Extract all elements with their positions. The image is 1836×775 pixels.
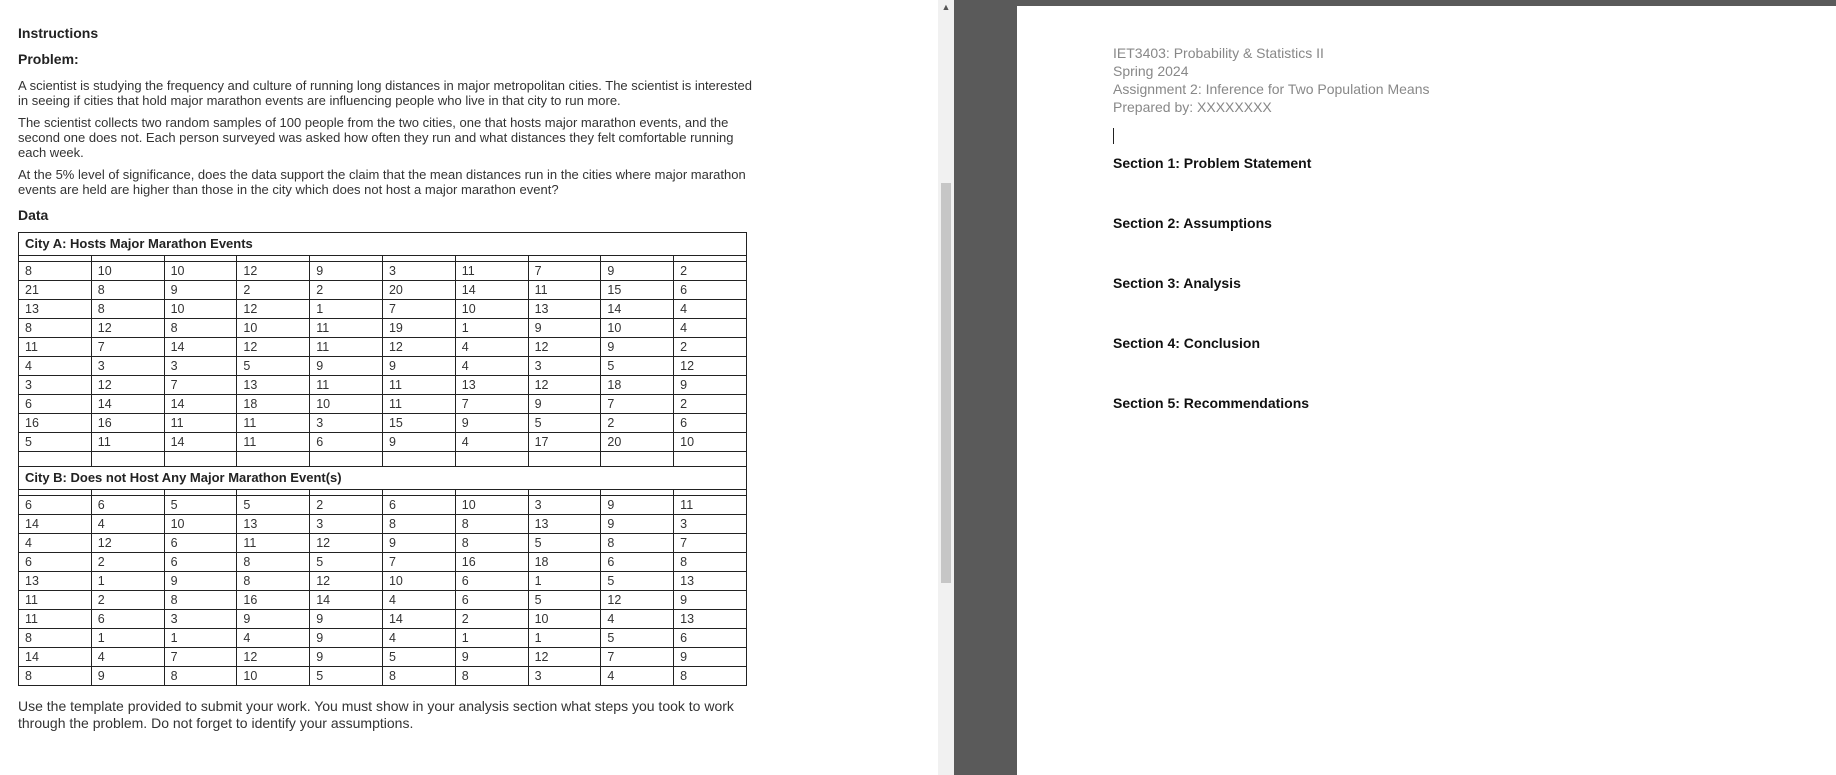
table-cell: 11: [237, 414, 310, 433]
table-cell: 4: [19, 357, 92, 376]
table-row: [19, 534, 747, 553]
table-cell: 8: [382, 515, 455, 534]
table-cell: 3: [310, 515, 383, 534]
section-analysis: Section 3: Analysis: [1113, 275, 1241, 291]
section-recommendations: Section 5: Recommendations: [1113, 395, 1310, 411]
document-page[interactable]: [1017, 6, 1836, 775]
table-cell: 4: [601, 667, 674, 686]
table-cell: 16: [19, 414, 92, 433]
table-cell: 12: [91, 534, 164, 553]
data-heading: Data: [18, 207, 49, 223]
table-cell: 8: [601, 534, 674, 553]
table-cell: 2: [91, 553, 164, 572]
section-assumptions: Section 2: Assumptions: [1113, 215, 1272, 231]
table-cell: 4: [455, 338, 528, 357]
table-row: [19, 357, 747, 376]
problem-heading: Problem:: [18, 51, 79, 67]
table-cell: 7: [601, 395, 674, 414]
table-cell: 7: [91, 338, 164, 357]
table-cell: 9: [601, 496, 674, 515]
table-cell: 8: [237, 553, 310, 572]
table-cell: 3: [674, 515, 747, 534]
table-cell: 11: [19, 338, 92, 357]
scroll-thumb[interactable]: [941, 183, 951, 583]
table-cell: 3: [164, 357, 237, 376]
table-cell: 8: [237, 572, 310, 591]
table-cell: 14: [455, 281, 528, 300]
table-cell: 5: [310, 553, 383, 572]
table-cell: 18: [237, 395, 310, 414]
table-cell: 6: [91, 496, 164, 515]
table-cell: 7: [674, 534, 747, 553]
table-cell: 11: [528, 281, 601, 300]
table-cell: 11: [19, 610, 92, 629]
table-cell: 4: [237, 629, 310, 648]
prepared-by: Prepared by: XXXXXXXX: [1113, 99, 1272, 115]
table-cell: 10: [528, 610, 601, 629]
table-row: [19, 553, 747, 572]
table-cell: 12: [382, 338, 455, 357]
table-cell: 6: [601, 553, 674, 572]
table-cell: 7: [382, 553, 455, 572]
table-cell: 11: [310, 338, 383, 357]
table-cell: 9: [601, 515, 674, 534]
text-cursor: [1113, 128, 1114, 144]
table-cell: 6: [674, 629, 747, 648]
table-cell: 10: [601, 319, 674, 338]
table-cell: 2: [455, 610, 528, 629]
table-cell: 5: [601, 357, 674, 376]
vertical-scrollbar[interactable]: [938, 0, 954, 775]
table-cell: 13: [528, 515, 601, 534]
table-cell: 5: [237, 496, 310, 515]
table-cell: 14: [164, 433, 237, 452]
table-cell: 14: [91, 395, 164, 414]
table-cell: 4: [91, 515, 164, 534]
data-table: [18, 232, 747, 686]
table-cell: 14: [382, 610, 455, 629]
table-cell: 9: [310, 629, 383, 648]
table-row: [19, 262, 747, 281]
table-cell: 20: [382, 281, 455, 300]
table-row: [19, 338, 747, 357]
table-cell: 11: [382, 395, 455, 414]
table-cell: 1: [455, 629, 528, 648]
section-conclusion: Section 4: Conclusion: [1113, 335, 1261, 351]
table-cell: 5: [528, 591, 601, 610]
table-cell: 10: [310, 395, 383, 414]
table-cell: 13: [19, 572, 92, 591]
table-cell: 8: [455, 534, 528, 553]
table-cell: 5: [19, 433, 92, 452]
table-cell: 12: [310, 534, 383, 553]
table-cell: 12: [528, 648, 601, 667]
table-cell: 9: [310, 357, 383, 376]
table-cell: 12: [674, 357, 747, 376]
table-cell: 1: [164, 629, 237, 648]
table-cell: 8: [455, 667, 528, 686]
table-cell: 9: [601, 338, 674, 357]
table-cell: 6: [19, 496, 92, 515]
table-cell: 12: [310, 572, 383, 591]
table-cell: 18: [601, 376, 674, 395]
table-cell: 2: [601, 414, 674, 433]
table-row: [19, 629, 747, 648]
table-cell: 10: [237, 319, 310, 338]
table-cell: 8: [19, 319, 92, 338]
table-cell: 6: [674, 414, 747, 433]
problem-paragraph-3: At the 5% level of significance, does the data support the claim that the mean distances run in the cities where major marathon events are held are higher than those in the city which does not host a major marathon event?: [18, 167, 746, 197]
table-row: [19, 572, 747, 591]
table-cell: 11: [674, 496, 747, 515]
table-cell: 8: [19, 629, 92, 648]
table-cell: 9: [91, 667, 164, 686]
table-cell: 9: [164, 572, 237, 591]
table-cell: 4: [91, 648, 164, 667]
table-cell: 9: [674, 591, 747, 610]
table-cell: 11: [310, 319, 383, 338]
assignment-title: Assignment 2: Inference for Two Population Means: [1113, 81, 1430, 97]
table-cell: 2: [310, 281, 383, 300]
table-cell: 9: [382, 534, 455, 553]
instructions-title: Instructions: [18, 25, 99, 41]
table-cell: 4: [382, 629, 455, 648]
table-cell: 3: [19, 376, 92, 395]
table-cell: 20: [601, 433, 674, 452]
table-cell: 13: [19, 300, 92, 319]
table-cell: 7: [382, 300, 455, 319]
table-cell: 5: [237, 357, 310, 376]
table-cell: 14: [164, 395, 237, 414]
table-cell: 1: [91, 629, 164, 648]
table-cell: 8: [164, 591, 237, 610]
table-cell: 12: [528, 376, 601, 395]
footer-instructions: Use the template provided to submit your work. You must show in your analysis section what steps you took to work through the problem. Do not forget to identify your assumptions.: [18, 698, 734, 731]
table-cell: 7: [455, 395, 528, 414]
table-cell: 21: [19, 281, 92, 300]
table-cell: 12: [237, 300, 310, 319]
table-cell: 13: [237, 515, 310, 534]
table-cell: 8: [164, 319, 237, 338]
table-cell: 4: [455, 357, 528, 376]
table-cell: 4: [674, 300, 747, 319]
table-cell: 11: [382, 376, 455, 395]
table-cell: 8: [164, 667, 237, 686]
table-cell: 14: [601, 300, 674, 319]
table-cell: 1: [455, 319, 528, 338]
table-cell: 18: [528, 553, 601, 572]
instructions-content: [18, 24, 758, 732]
table-cell: 11: [237, 433, 310, 452]
table-cell: 8: [19, 262, 92, 281]
table-cell: 4: [674, 319, 747, 338]
term: Spring 2024: [1113, 63, 1189, 79]
table-cell: 14: [19, 648, 92, 667]
table-cell: 8: [91, 300, 164, 319]
table-cell: 7: [164, 376, 237, 395]
table-cell: 10: [91, 262, 164, 281]
table-cell: 2: [237, 281, 310, 300]
table-cell: 5: [601, 572, 674, 591]
problem-paragraph-2: The scientist collects two random samples of 100 people from the two cities, one that hosts major marathon events, and the second one does not. Each person surveyed was asked how often they run and what distances they felt comfortable running each week.: [18, 115, 734, 160]
table-cell: 1: [528, 629, 601, 648]
table-cell: 8: [674, 667, 747, 686]
table-row: [19, 414, 747, 433]
table-cell: 3: [528, 496, 601, 515]
problem-paragraph-1: A scientist is studying the frequency and culture of running long distances in major metropolitan cities. The scientist is interested in seeing if cities that hold major marathon events are influencing people who live in that city to run more.: [18, 78, 752, 108]
table-cell: 9: [674, 376, 747, 395]
table-cell: 3: [528, 667, 601, 686]
table-cell: 16: [237, 591, 310, 610]
table-cell: 2: [674, 262, 747, 281]
table-cell: 19: [382, 319, 455, 338]
table-cell: 9: [382, 357, 455, 376]
table-cell: 14: [310, 591, 383, 610]
table-cell: 3: [528, 357, 601, 376]
table-row: [19, 610, 747, 629]
table-cell: 5: [310, 667, 383, 686]
table-cell: 6: [455, 591, 528, 610]
table-cell: 1: [91, 572, 164, 591]
table-cell: 16: [455, 553, 528, 572]
table-row: [19, 591, 747, 610]
table-cell: 6: [310, 433, 383, 452]
table-cell: 9: [310, 262, 383, 281]
table-cell: 11: [455, 262, 528, 281]
course-title: IET3403: Probability & Statistics II: [1113, 45, 1324, 61]
table-cell: 10: [237, 667, 310, 686]
table-cell: 11: [91, 433, 164, 452]
table-cell: 5: [601, 629, 674, 648]
table-cell: 14: [19, 515, 92, 534]
table-cell: 8: [19, 667, 92, 686]
table-cell: 13: [674, 610, 747, 629]
table-cell: 4: [601, 610, 674, 629]
table-cell: 5: [528, 534, 601, 553]
table-cell: 3: [91, 357, 164, 376]
table-cell: 9: [528, 319, 601, 338]
table-cell: 9: [164, 281, 237, 300]
table-cell: 6: [91, 610, 164, 629]
table-cell: 9: [674, 648, 747, 667]
table-cell: 4: [455, 433, 528, 452]
table-row: [19, 281, 747, 300]
table-cell: 9: [455, 414, 528, 433]
table-cell: 15: [601, 281, 674, 300]
table-cell: 12: [91, 376, 164, 395]
table-row: [19, 496, 747, 515]
table-cell: 6: [164, 553, 237, 572]
table-row: [19, 667, 747, 686]
table-cell: 6: [19, 553, 92, 572]
table-cell: 4: [19, 534, 92, 553]
table-cell: 12: [91, 319, 164, 338]
table-row: [19, 376, 747, 395]
table-cell: 6: [19, 395, 92, 414]
table-cell: 10: [164, 262, 237, 281]
table-cell: 3: [310, 414, 383, 433]
table-cell: 13: [455, 376, 528, 395]
table-cell: 7: [601, 648, 674, 667]
table-row: [19, 319, 747, 338]
table-cell: 3: [382, 262, 455, 281]
table-blank-row: [19, 452, 747, 467]
table-cell: 13: [528, 300, 601, 319]
table-cell: 6: [674, 281, 747, 300]
table-cell: 2: [674, 338, 747, 357]
table-cell: 2: [674, 395, 747, 414]
table-cell: 1: [528, 572, 601, 591]
table-cell: 10: [164, 515, 237, 534]
table-cell: 8: [674, 553, 747, 572]
table-cell: 2: [91, 591, 164, 610]
city-b-header: City B: Does not Host Any Major Marathon Event(s): [19, 467, 747, 490]
table-row: [19, 515, 747, 534]
table-cell: 8: [382, 667, 455, 686]
table-row: [19, 300, 747, 319]
table-cell: 16: [91, 414, 164, 433]
table-cell: 1: [310, 300, 383, 319]
section-problem-statement: Section 1: Problem Statement: [1113, 155, 1312, 171]
table-cell: 15: [382, 414, 455, 433]
table-cell: 9: [601, 262, 674, 281]
table-row: [19, 395, 747, 414]
table-cell: 10: [382, 572, 455, 591]
table-cell: 11: [164, 414, 237, 433]
table-cell: 11: [237, 534, 310, 553]
table-cell: 4: [382, 591, 455, 610]
table-cell: 9: [237, 610, 310, 629]
table-cell: 7: [528, 262, 601, 281]
table-cell: 10: [164, 300, 237, 319]
city-a-header: City A: Hosts Major Marathon Events: [19, 233, 747, 256]
table-cell: 7: [164, 648, 237, 667]
table-cell: 12: [237, 338, 310, 357]
table-cell: 5: [528, 414, 601, 433]
table-cell: 12: [237, 262, 310, 281]
table-cell: 10: [455, 496, 528, 515]
table-row: [19, 433, 747, 452]
table-cell: 6: [382, 496, 455, 515]
table-cell: 10: [674, 433, 747, 452]
table-cell: 8: [455, 515, 528, 534]
table-cell: 13: [674, 572, 747, 591]
table-cell: 12: [528, 338, 601, 357]
table-cell: 9: [528, 395, 601, 414]
table-cell: 11: [310, 376, 383, 395]
table-cell: 9: [382, 433, 455, 452]
scroll-up-icon[interactable]: ▲: [941, 2, 951, 12]
table-cell: 13: [237, 376, 310, 395]
table-cell: 17: [528, 433, 601, 452]
table-cell: 9: [310, 610, 383, 629]
table-cell: 11: [19, 591, 92, 610]
table-cell: 5: [382, 648, 455, 667]
table-cell: 10: [455, 300, 528, 319]
table-cell: 12: [237, 648, 310, 667]
table-cell: 2: [310, 496, 383, 515]
table-cell: 6: [164, 534, 237, 553]
table-cell: 8: [91, 281, 164, 300]
table-row: [19, 648, 747, 667]
table-cell: 5: [164, 496, 237, 515]
table-cell: 3: [164, 610, 237, 629]
table-cell: 12: [601, 591, 674, 610]
table-cell: 6: [455, 572, 528, 591]
table-cell: 9: [455, 648, 528, 667]
table-cell: 14: [164, 338, 237, 357]
table-cell: 9: [310, 648, 383, 667]
